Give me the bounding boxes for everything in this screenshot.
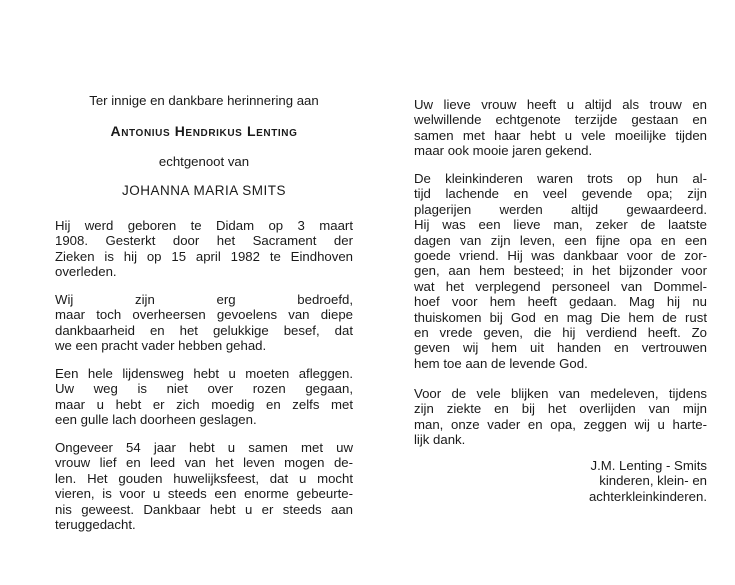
paragraph-line: Wij zijn erg bedroefd, (55, 292, 353, 307)
paragraph-line: De kleinkinderen waren trots op hun al- (414, 171, 707, 186)
paragraph-line: Voor de vele blijken van medeleven, tijdens (414, 386, 707, 401)
paragraph-line: Uw lieve vrouw heeft u altijd als trouw en (414, 97, 707, 112)
paragraph-line: Hij werd geboren te Didam op 3 maart (55, 218, 353, 233)
paragraph-line: Een hele lijdensweg hebt u moeten afleggen. (55, 366, 353, 381)
paragraph-line: teruggedacht. (55, 517, 136, 532)
paragraph-line: maar toch overheersen gevoelens van diepe (55, 307, 353, 323)
paragraph-line: wat het verplegend personeel van Dommel- (414, 278, 707, 294)
paragraph-line: Zieken is hij op 15 april 1982 te Eindhoven (55, 248, 353, 264)
signature-line: kinderen, klein- en (599, 473, 707, 489)
paragraph-line: maar ook mooie jaren gekend. (414, 143, 593, 159)
paragraph-line: nis geweest. Dankbaar hebt u er steeds aan (55, 501, 353, 517)
paragraph-line: plagerijen werden altijd gewaardeerd. (414, 201, 707, 217)
paragraph-line: samen met haar hebt u vele moeilijke tijden (414, 127, 707, 143)
paragraph-line: man, onze vader en opa, zeggen wij u harte- (414, 416, 707, 432)
paragraph-line: vieren, is voor u steeds een enorme gebeurte- (55, 486, 353, 502)
paragraph-line: we een pracht vader hebben gehad. (55, 338, 267, 354)
spouse-name: JOHANNA MARIA SMITS (121, 183, 287, 198)
paragraph-line: 1908. Gesterkt door het Sacrament der (55, 233, 353, 249)
paragraph-line: Ongeveer 54 jaar hebt u samen met uw (55, 440, 353, 455)
signature-line: J.M. Lenting - Smits (590, 458, 707, 473)
paragraph-line: thuiskomen bij God en mag Die hem de rust (414, 309, 707, 325)
paragraph-line: Hij was een lieve man, zeker de laatste (414, 217, 707, 233)
paragraph-line: maar u hebt er zich moedig en zelfs met (55, 396, 353, 412)
paragraph-line: zijn ziekte en bij het overlijden van mijn (414, 401, 707, 417)
paragraph-line: hoef voor hem heeft gedaan. Mag hij nu (414, 294, 707, 310)
paragraph-line: Uw weg is niet over rozen gegaan, (55, 381, 353, 397)
signature-line: achterkleinkinderen. (588, 488, 707, 504)
relation-label: echtgenoot van (158, 154, 250, 169)
dedication-intro: Ter innige en dankbare herinnering aan (89, 93, 319, 108)
paragraph-line: tijd lachende en veel gevende opa; zijn (414, 186, 707, 202)
paragraph-line: lijk dank. (414, 432, 466, 448)
paragraph-line: goede vriend. Hij was dankbaar voor de zor- (414, 248, 707, 263)
paragraph-line: vrouw lief en leed van het leven mogen de- (55, 455, 353, 471)
deceased-name: Antonius Hendrikus Lenting (110, 123, 298, 139)
paragraph-line: dankbaarheid en het gelukkige besef, dat (55, 322, 353, 338)
paragraph-line: geven wij hem uit handen en vertrouwen (414, 340, 707, 356)
paragraph-line: gen, aan hem besteed; in het bijzonder voor (414, 263, 707, 279)
paragraph-line: en vrede geven, die hij verdiend heeft. Zo (414, 325, 707, 340)
paragraph-line: welwillende echtgenote terzijde gestaan en (414, 112, 707, 128)
paragraph-line: len. Het gouden huwelijksfeest, dat u mocht (55, 470, 353, 486)
paragraph-line: een gulle lach doorheen geslagen. (55, 412, 257, 428)
paragraph-line: overleden. (55, 264, 117, 280)
paragraph-line: hem toe aan de levende God. (414, 355, 588, 371)
paragraph-line: dagen van zijn leven, een fijne opa en een (414, 232, 707, 248)
